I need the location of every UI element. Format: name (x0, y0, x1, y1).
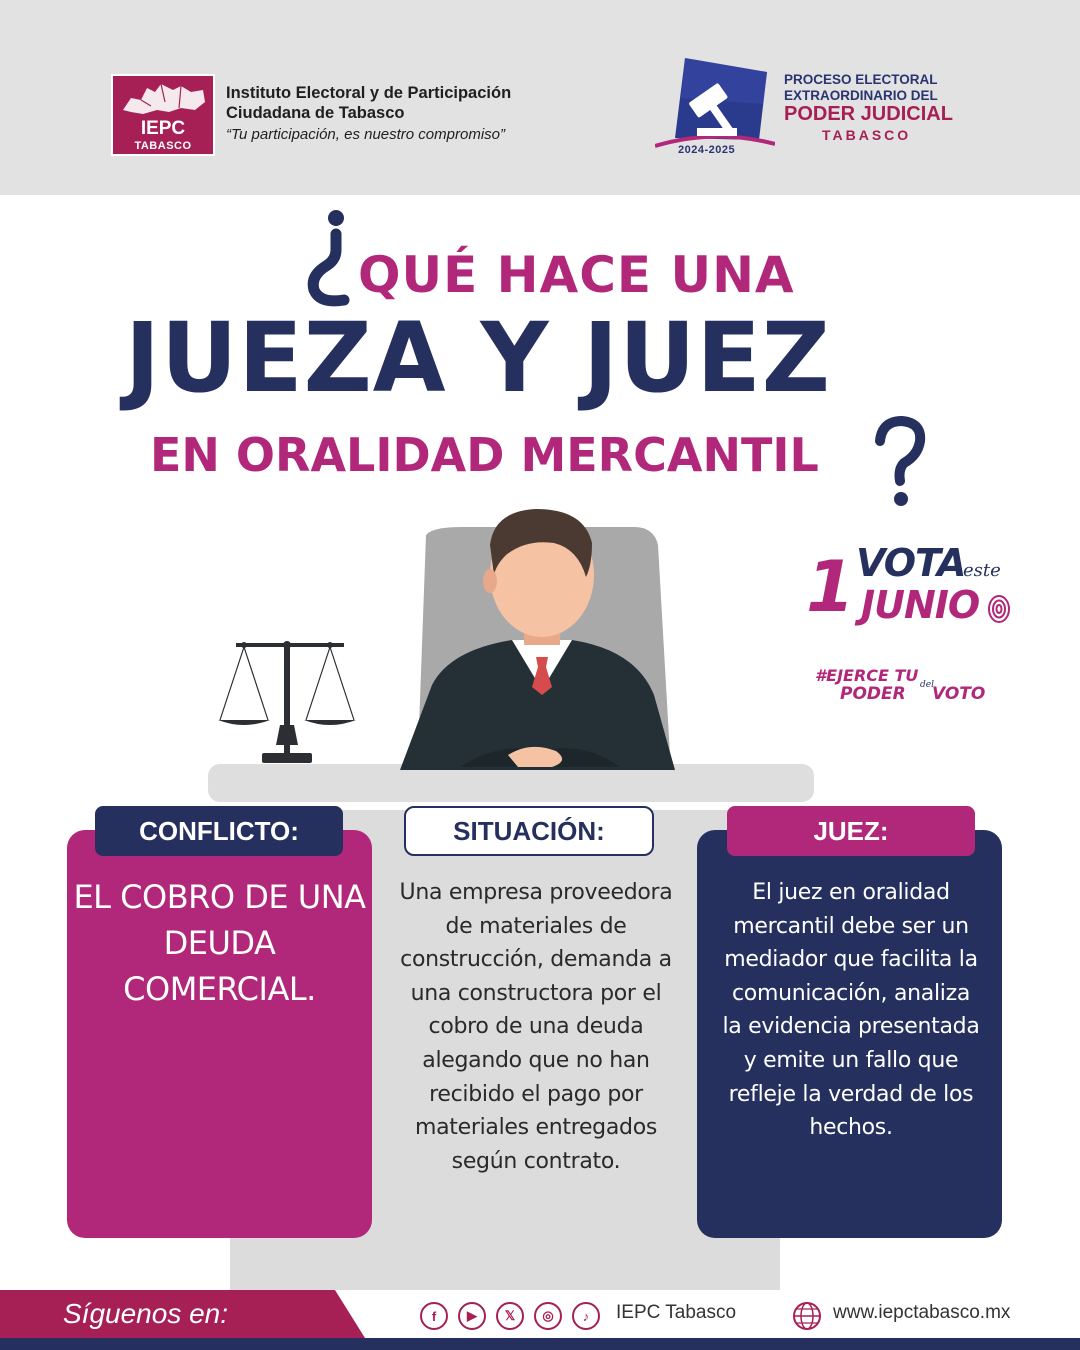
situation-label: SITUACIÓN: (404, 806, 654, 856)
tiktok-icon[interactable]: ♪ (572, 1302, 600, 1330)
institute-name-line2: Ciudadana de Tabasco (226, 104, 405, 122)
hashtag-line3: VOTO (932, 684, 986, 704)
situation-text: Una empresa proveedora de materiales de construcción, demanda a una constructora por el cobro de una deuda alegando que no han recibido el pago por materiales entregados según contrato. (399, 880, 673, 1174)
process-title-line3: PODER JUDICIAL (784, 103, 953, 125)
tabasco-map-icon (121, 80, 207, 116)
conflict-label: CONFLICTO: (95, 806, 343, 856)
iepc-logo-name: IEPC (140, 118, 186, 139)
process-title-line4: TABASCO (822, 127, 912, 143)
title-line3: EN ORALIDAD MERCANTIL (150, 428, 819, 482)
youtube-icon[interactable]: ▶ (458, 1302, 486, 1330)
institute-name-line1: Instituto Electoral y de Participación (226, 84, 512, 102)
fingerprint-icon (987, 594, 1011, 624)
campaign-junio: JUNIO (861, 583, 980, 627)
x-icon[interactable]: 𝕏 (496, 1302, 524, 1330)
iepc-logo (111, 74, 215, 156)
judge-label: JUEZ: (727, 806, 975, 856)
hashtag-line1: #EJERCE TU (815, 666, 919, 685)
process-title-line2: EXTRAORDINARIO DEL (784, 88, 938, 103)
institute-slogan: “Tu participación, es nuestro compromiso” (226, 126, 505, 143)
vota-este-junio-logo (806, 540, 1016, 635)
title-line1: QUÉ HACE UNA (358, 246, 795, 304)
judge-text: El juez en oralidad mercantil debe ser un mediador que facilita la comunicación, analiza la evidencia presentada y emite un fallo que refleje la verdad de los hechos. (722, 880, 980, 1141)
iepc-logo-sub: TABASCO (134, 140, 192, 152)
inverted-question-mark-icon (300, 200, 360, 310)
process-years: 2024-2025 (678, 144, 736, 156)
instagram-icon[interactable]: ◎ (534, 1302, 562, 1330)
facebook-icon[interactable]: f (420, 1302, 448, 1330)
process-title-line1: PROCESO ELECTORAL (784, 72, 938, 87)
scales-of-justice-icon (218, 641, 356, 763)
website-link[interactable]: www.iepctabasco.mx (833, 1302, 1011, 1323)
globe-icon (792, 1301, 822, 1331)
title-line2: JUEZA Y JUEZ (125, 302, 831, 414)
campaign-number: 1 (806, 546, 855, 628)
social-handle[interactable]: IEPC Tabasco (616, 1302, 737, 1323)
follow-us-label: Síguenos en: (63, 1298, 229, 1329)
hashtag-line2: PODER (840, 684, 906, 704)
campaign-este: este (963, 560, 1001, 581)
hashtag-del: del (920, 680, 934, 690)
judge-illustration (200, 505, 840, 805)
conflict-text: EL COBRO DE UNA DEUDA COMERCIAL. (73, 878, 366, 1008)
question-mark-icon (870, 415, 930, 510)
campaign-vota: VOTA (856, 541, 966, 585)
